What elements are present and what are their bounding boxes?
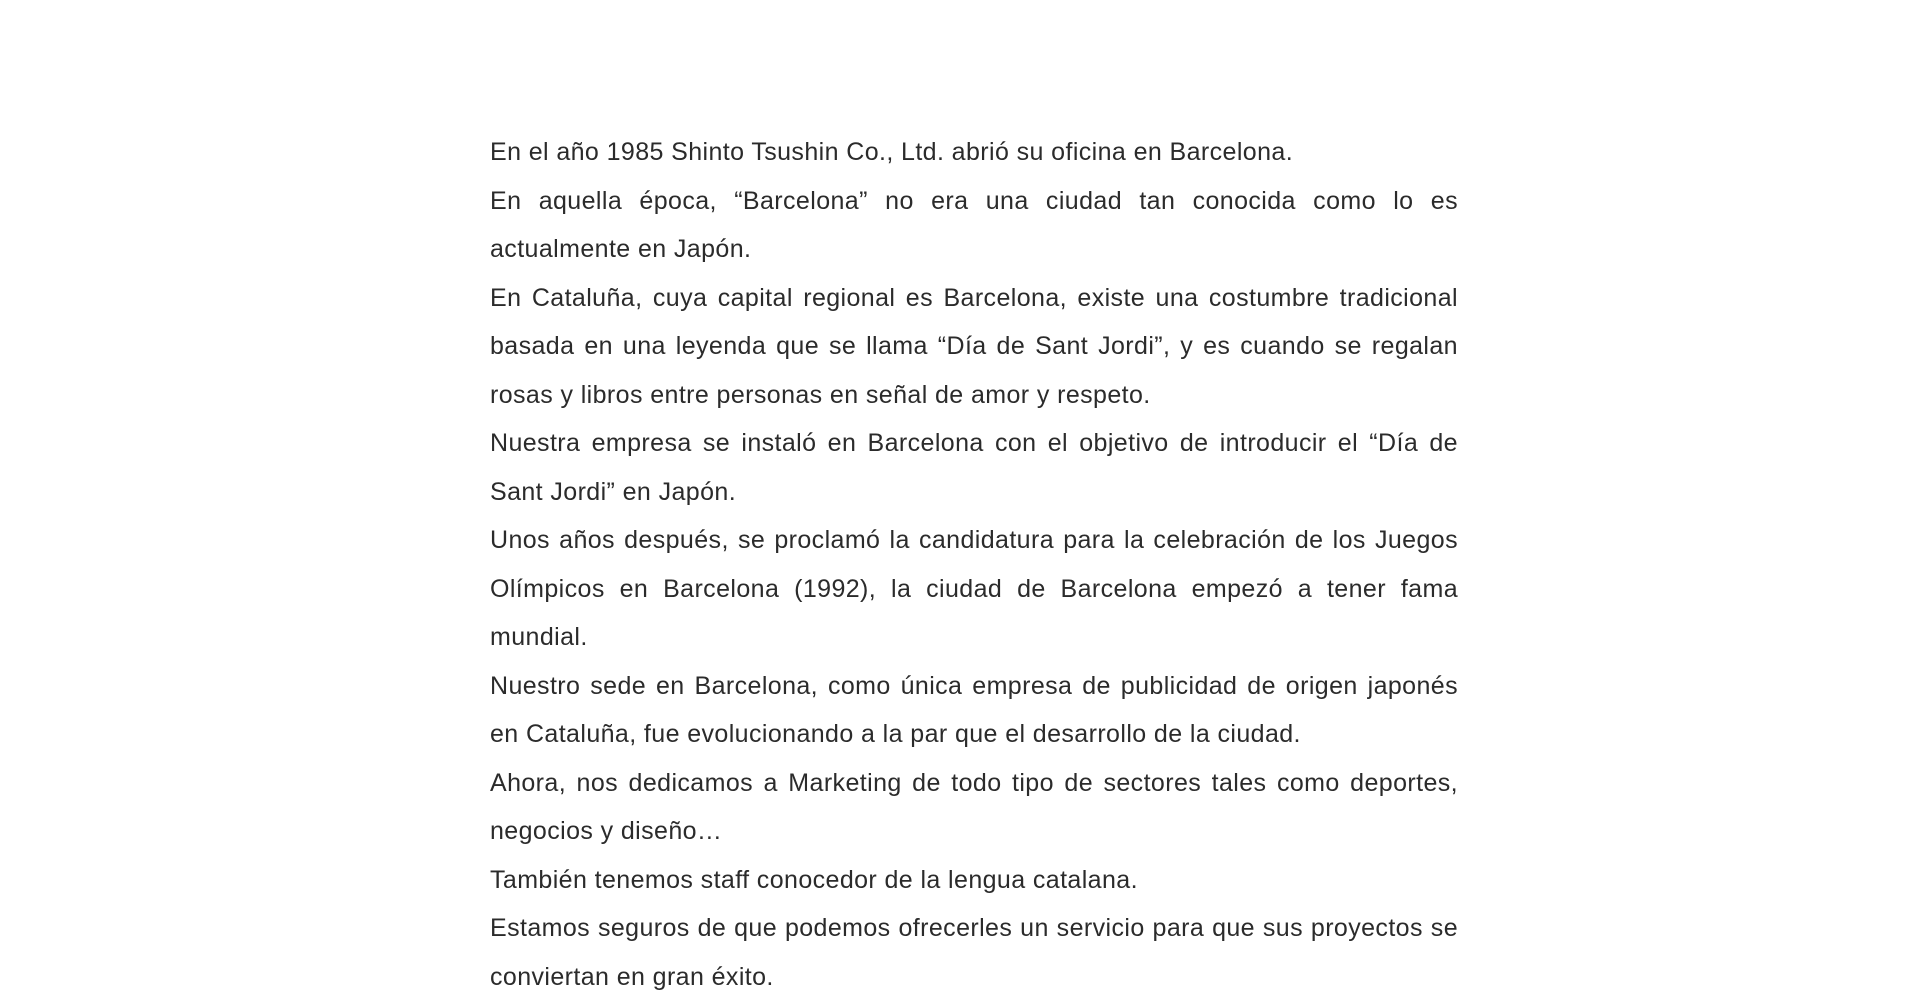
paragraph-catalan-staff: También tenemos staff conocedor de la lengua catalana. (490, 865, 1138, 894)
company-history-text (490, 128, 1458, 1001)
paragraph-office-evolution: Nuestro sede en Barcelona, como única empresa de publicidad de origen japonés en Cataluña, fue evolucionando a la par que el desarrollo de la ciudad. (490, 671, 1458, 748)
paragraph-company-objective: Nuestra empresa se instaló en Barcelona con el objetivo de introducir el “Día de Sant Jordi” en Japón. (490, 429, 1458, 506)
paragraph-barcelona-recognition: En aquella época, “Barcelona” no era una ciudad tan conocida como lo es actualmente en Japón. (490, 186, 1458, 263)
paragraph-founding: En el año 1985 Shinto Tsushin Co., Ltd. abrió su oficina en Barcelona. (490, 138, 1294, 166)
paragraph-success-commitment: Estamos seguros de que podemos ofrecerles un servicio para que sus proyectos se conviertan en gran éxito. (490, 914, 1458, 991)
paragraph-olympics: Unos años después, se proclamó la candidatura para la celebración de los Juegos Olímpicos en Barcelona (1992), la ciudad de Barcelona empezó a tener fama mundial. (490, 526, 1458, 651)
paragraph-sant-jordi-tradition: En Cataluña, cuya capital regional es Barcelona, existe una costumbre tradicional basada en una leyenda que se llama “Día de Sant Jordi”, y es cuando se regalan rosas y libros entre personas en señal de amor y respeto. (490, 283, 1458, 409)
paragraph-marketing-sectors: Ahora, nos dedicamos a Marketing de todo tipo de sectores tales como deportes, negocios y diseño… (490, 768, 1458, 845)
